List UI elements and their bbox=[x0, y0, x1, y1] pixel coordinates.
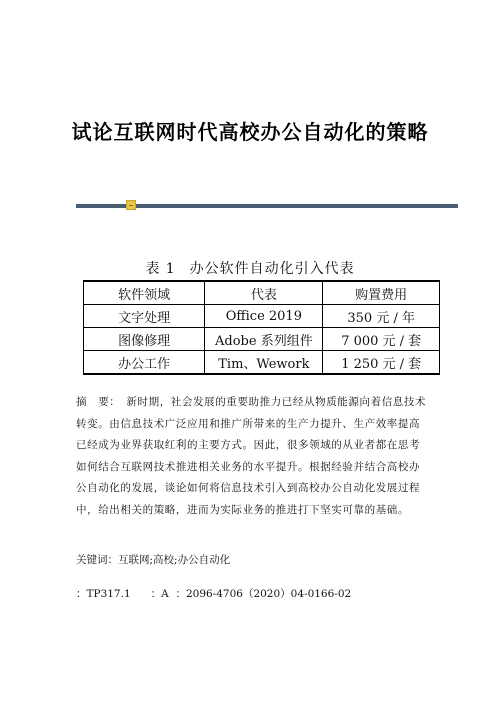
table-caption-number: 表 1 bbox=[145, 261, 176, 277]
table-cell: 1 250 元 / 套 bbox=[323, 351, 440, 375]
rule-left-segment bbox=[76, 204, 126, 208]
table-header-cell: 软件领域 bbox=[84, 281, 205, 305]
keywords-label: 关键词： bbox=[76, 554, 118, 566]
table-caption-text: 办公软件自动化引入代表 bbox=[189, 261, 355, 277]
table-row bbox=[84, 305, 440, 328]
table-cell: 办公工作 bbox=[84, 351, 205, 375]
table-cell: Tim、Wework bbox=[205, 351, 323, 375]
table-cell: Office 2019 bbox=[205, 305, 323, 328]
keywords bbox=[76, 552, 428, 567]
rule-ornament-icon bbox=[126, 200, 136, 210]
table-row bbox=[84, 328, 440, 351]
table-cell: 图像修理 bbox=[84, 328, 205, 351]
clc-number: ：TP317.1 bbox=[76, 588, 131, 600]
table-cell: 文字处理 bbox=[84, 305, 205, 328]
table-header-cell: 购置费用 bbox=[323, 281, 440, 305]
article-id: ：2096-4706（2020）04-0166-02 bbox=[175, 588, 352, 600]
table-cell: 350 元 / 年 bbox=[323, 305, 440, 328]
rule-right-segment bbox=[136, 204, 458, 208]
table-cell: Adobe 系列组件 bbox=[205, 328, 323, 351]
page-title: 试论互联网时代高校办公自动化的策略 bbox=[71, 120, 429, 144]
table-cell: 7 000 元 / 套 bbox=[323, 328, 440, 351]
abstract-label: 摘 要： bbox=[76, 396, 121, 408]
keywords-text: 互联网;高校;办公自动化 bbox=[118, 554, 231, 566]
abstract bbox=[76, 392, 428, 521]
software-table bbox=[83, 280, 440, 375]
abstract-text: 新时期，社会发展的重要助推力已经从物质能源向着信息技术转变。由信息技术广泛应用和推广所带来的生产力提升、生产效率提高已经成为业界获取红利的主要方式。因此，很多领域的从业者都在思考如何结合互联网技术推进相关业务的水平提升。根据经验并结合高校办公自动化的发展，谈论如何将信息技术引入到高校办公自动化发展过程中，给出相关的策略，进而为实际业务的推进打下坚实可靠的基础。 bbox=[76, 396, 427, 516]
table-header-row bbox=[84, 281, 440, 305]
table-header-cell: 代表 bbox=[205, 281, 323, 305]
table-caption bbox=[0, 258, 500, 278]
classification-line bbox=[76, 586, 436, 601]
decorative-rule bbox=[76, 200, 458, 212]
document-code: ：A bbox=[150, 588, 169, 600]
table-row bbox=[84, 351, 440, 375]
